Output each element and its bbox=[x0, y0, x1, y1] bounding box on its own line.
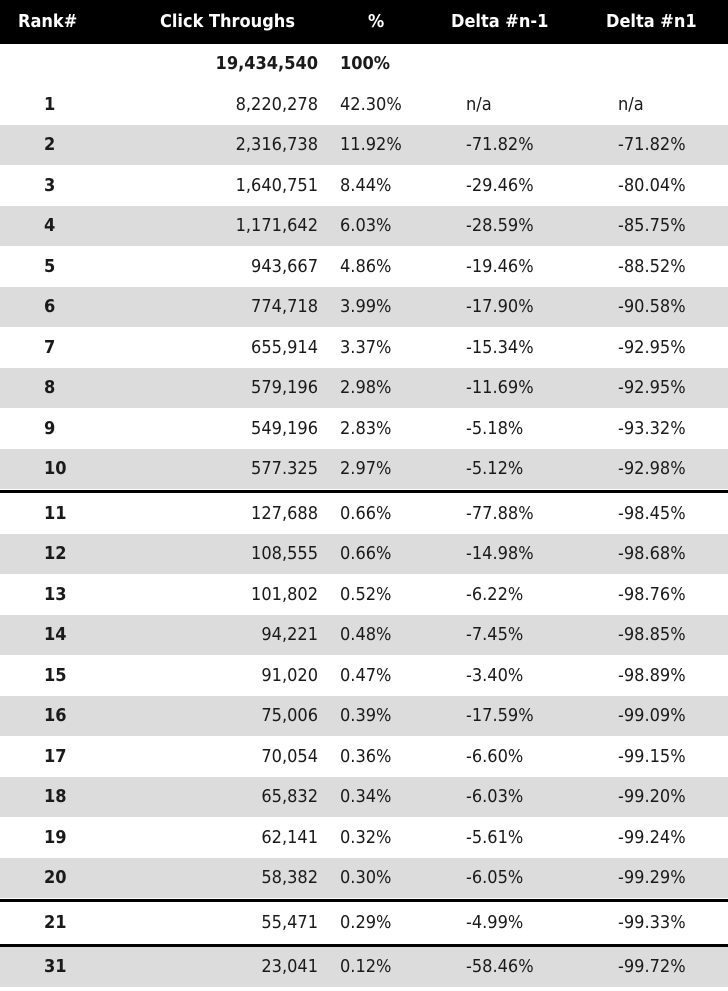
delta-prev-cell: -5.61% bbox=[466, 826, 524, 848]
click-throughs-cell: 91,020 bbox=[261, 664, 318, 686]
table-row-total bbox=[0, 44, 728, 84]
rank-cell: 3 bbox=[44, 174, 56, 196]
click-throughs-cell: 2,316,738 bbox=[235, 134, 318, 155]
rank-cell: 14 bbox=[44, 624, 67, 645]
percent-cell: 0.30% bbox=[340, 867, 392, 888]
percent-cell: 2.98% bbox=[340, 377, 392, 398]
delta-prev-cell: -4.99% bbox=[466, 911, 524, 933]
click-throughs-cell: 1,640,751 bbox=[235, 174, 318, 196]
table-row bbox=[0, 534, 728, 574]
rank-cell: 20 bbox=[44, 867, 67, 888]
delta-first-cell: -98.89% bbox=[618, 664, 686, 686]
click-throughs-cell: 55,471 bbox=[261, 911, 318, 933]
header-click-throughs: Click Throughs bbox=[160, 11, 295, 32]
percent-cell: 6.03% bbox=[340, 215, 392, 236]
delta-first-cell: -99.29% bbox=[618, 867, 686, 888]
rank-cell: 21 bbox=[44, 911, 67, 933]
delta-first-cell: -71.82% bbox=[618, 134, 686, 155]
percent-cell: 3.37% bbox=[340, 336, 392, 358]
rank-cell: 31 bbox=[44, 956, 67, 977]
delta-first-cell: -99.20% bbox=[618, 786, 686, 807]
table-row bbox=[0, 166, 728, 206]
percent-cell: 2.97% bbox=[340, 458, 392, 479]
table-row bbox=[0, 737, 728, 777]
rank-cell: 13 bbox=[44, 583, 67, 605]
rank-cell: 8 bbox=[44, 377, 56, 398]
delta-first-cell: -92.98% bbox=[618, 458, 686, 479]
click-throughs-cell: 127,688 bbox=[251, 502, 318, 524]
percent-cell: 0.66% bbox=[340, 543, 392, 564]
percent-cell: 0.32% bbox=[340, 826, 392, 848]
header-delta-first: Delta #n1 bbox=[606, 11, 697, 32]
delta-prev-cell: -15.34% bbox=[466, 336, 534, 358]
click-throughs-cell: 94,221 bbox=[261, 624, 318, 645]
total-percent: 100% bbox=[340, 53, 391, 74]
delta-first-cell: -93.32% bbox=[618, 417, 686, 439]
click-throughs-cell: 62,141 bbox=[261, 826, 318, 848]
rank-cell: 9 bbox=[44, 417, 56, 439]
click-throughs-cell: 1,171,642 bbox=[235, 215, 318, 236]
delta-prev-cell: -5.12% bbox=[466, 458, 524, 479]
delta-first-cell: -99.33% bbox=[618, 911, 686, 933]
percent-cell: 2.83% bbox=[340, 417, 392, 439]
rank-cell: 1 bbox=[44, 93, 56, 115]
delta-first-cell: -92.95% bbox=[618, 336, 686, 358]
delta-prev-cell: -6.22% bbox=[466, 583, 524, 605]
percent-cell: 0.52% bbox=[340, 583, 392, 605]
percent-cell: 11.92% bbox=[340, 134, 402, 155]
rank-cell: 19 bbox=[44, 826, 67, 848]
delta-prev-cell: -14.98% bbox=[466, 543, 534, 564]
header-delta-prev: Delta #n-1 bbox=[451, 11, 549, 32]
delta-prev-cell: -5.18% bbox=[466, 417, 524, 439]
table-row bbox=[0, 615, 728, 655]
table-row bbox=[0, 125, 728, 165]
delta-prev-cell: n/a bbox=[466, 93, 492, 115]
header-percent: % bbox=[368, 11, 385, 32]
rank-cell: 12 bbox=[44, 543, 67, 564]
delta-prev-cell: -71.82% bbox=[466, 134, 534, 155]
delta-prev-cell: -6.03% bbox=[466, 786, 524, 807]
table-row bbox=[0, 575, 728, 615]
click-throughs-cell: 655,914 bbox=[251, 336, 318, 358]
table-row bbox=[0, 947, 728, 987]
rank-cell: 5 bbox=[44, 255, 56, 277]
table-row bbox=[0, 409, 728, 449]
delta-first-cell: -90.58% bbox=[618, 296, 686, 317]
click-throughs-cell: 8,220,278 bbox=[235, 93, 318, 115]
delta-first-cell: -99.72% bbox=[618, 956, 686, 977]
table-row bbox=[0, 903, 728, 943]
total-click-throughs: 19,434,540 bbox=[215, 53, 318, 74]
table-row bbox=[0, 696, 728, 736]
click-throughs-cell: 579,196 bbox=[251, 377, 318, 398]
click-throughs-cell: 108,555 bbox=[251, 543, 318, 564]
rank-cell: 6 bbox=[44, 296, 56, 317]
rank-cell: 2 bbox=[44, 134, 56, 155]
header-rank: Rank# bbox=[18, 11, 78, 32]
percent-cell: 0.47% bbox=[340, 664, 392, 686]
delta-prev-cell: -29.46% bbox=[466, 174, 534, 196]
rank-cell: 17 bbox=[44, 745, 67, 767]
click-throughs-cell: 101,802 bbox=[251, 583, 318, 605]
delta-prev-cell: -6.05% bbox=[466, 867, 524, 888]
table-row bbox=[0, 777, 728, 817]
table-row bbox=[0, 494, 728, 534]
delta-first-cell: -99.24% bbox=[618, 826, 686, 848]
percent-cell: 0.66% bbox=[340, 502, 392, 524]
percent-cell: 0.48% bbox=[340, 624, 392, 645]
delta-prev-cell: -17.59% bbox=[466, 705, 534, 726]
delta-prev-cell: -6.60% bbox=[466, 745, 524, 767]
delta-prev-cell: -17.90% bbox=[466, 296, 534, 317]
delta-prev-cell: -7.45% bbox=[466, 624, 524, 645]
delta-first-cell: n/a bbox=[618, 93, 644, 115]
percent-cell: 4.86% bbox=[340, 255, 392, 277]
rank-cell: 16 bbox=[44, 705, 67, 726]
rank-cell: 10 bbox=[44, 458, 67, 479]
click-throughs-cell: 75,006 bbox=[261, 705, 318, 726]
click-throughs-cell: 943,667 bbox=[251, 255, 318, 277]
table-row bbox=[0, 858, 728, 898]
table-row bbox=[0, 206, 728, 246]
rank-cell: 15 bbox=[44, 664, 67, 686]
table-row bbox=[0, 328, 728, 368]
percent-cell: 0.39% bbox=[340, 705, 392, 726]
delta-first-cell: -99.15% bbox=[618, 745, 686, 767]
click-throughs-cell: 23,041 bbox=[261, 956, 318, 977]
table-row bbox=[0, 449, 728, 489]
click-throughs-cell: 70,054 bbox=[261, 745, 318, 767]
click-throughs-cell: 65,832 bbox=[261, 786, 318, 807]
percent-cell: 42.30% bbox=[340, 93, 402, 115]
percent-cell: 0.34% bbox=[340, 786, 392, 807]
percent-cell: 0.12% bbox=[340, 956, 392, 977]
rank-cell: 7 bbox=[44, 336, 56, 358]
rank-cell: 11 bbox=[44, 502, 67, 524]
table-row bbox=[0, 287, 728, 327]
delta-prev-cell: -28.59% bbox=[466, 215, 534, 236]
delta-prev-cell: -3.40% bbox=[466, 664, 524, 686]
click-throughs-cell: 774,718 bbox=[251, 296, 318, 317]
delta-first-cell: -98.68% bbox=[618, 543, 686, 564]
percent-cell: 3.99% bbox=[340, 296, 392, 317]
delta-first-cell: -98.45% bbox=[618, 502, 686, 524]
delta-first-cell: -80.04% bbox=[618, 174, 686, 196]
percent-cell: 8.44% bbox=[340, 174, 392, 196]
table-row bbox=[0, 368, 728, 408]
delta-prev-cell: -77.88% bbox=[466, 502, 534, 524]
table-row bbox=[0, 656, 728, 696]
delta-first-cell: -99.09% bbox=[618, 705, 686, 726]
delta-first-cell: -85.75% bbox=[618, 215, 686, 236]
table-row bbox=[0, 85, 728, 125]
table-row bbox=[0, 818, 728, 858]
delta-prev-cell: -19.46% bbox=[466, 255, 534, 277]
delta-first-cell: -92.95% bbox=[618, 377, 686, 398]
click-throughs-cell: 549,196 bbox=[251, 417, 318, 439]
delta-prev-cell: -11.69% bbox=[466, 377, 534, 398]
delta-first-cell: -98.76% bbox=[618, 583, 686, 605]
delta-first-cell: -88.52% bbox=[618, 255, 686, 277]
percent-cell: 0.36% bbox=[340, 745, 392, 767]
delta-first-cell: -98.85% bbox=[618, 624, 686, 645]
rank-cell: 18 bbox=[44, 786, 67, 807]
table-header-row bbox=[0, 0, 728, 44]
percent-cell: 0.29% bbox=[340, 911, 392, 933]
table-row bbox=[0, 247, 728, 287]
click-throughs-cell: 577.325 bbox=[251, 458, 318, 479]
click-throughs-cell: 58,382 bbox=[261, 867, 318, 888]
rank-cell: 4 bbox=[44, 215, 56, 236]
delta-prev-cell: -58.46% bbox=[466, 956, 534, 977]
